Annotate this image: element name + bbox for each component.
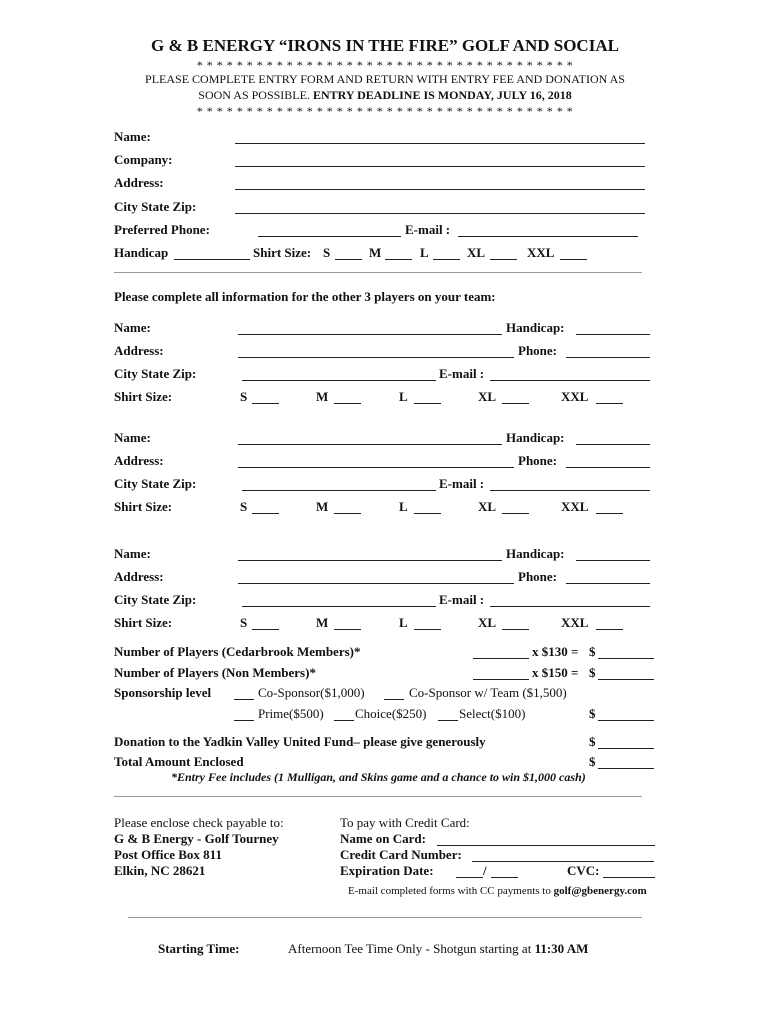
cedarbrook-price: x $130 = bbox=[532, 644, 579, 659]
size-xl-blank[interactable] bbox=[490, 259, 517, 260]
non-member-dollar: $ bbox=[589, 665, 596, 680]
player-2-size-s-blank[interactable] bbox=[252, 513, 279, 514]
team-heading: Please complete all information for the other 3 players on your team: bbox=[114, 289, 496, 304]
player-1-phone-field[interactable] bbox=[566, 357, 650, 358]
enclose-check-text: Please enclose check payable to: bbox=[114, 815, 284, 830]
size-xxl-blank[interactable] bbox=[560, 259, 587, 260]
player-3-size-m-label: M bbox=[316, 615, 329, 630]
sponsorship-amount-field[interactable] bbox=[598, 720, 654, 721]
player-2-size-m-label: M bbox=[316, 499, 329, 514]
expiration-label: Expiration Date: bbox=[340, 863, 434, 878]
cvc-field[interactable] bbox=[603, 877, 655, 878]
preferred-phone-label: Preferred Phone: bbox=[114, 222, 210, 237]
non-member-price: x $150 = bbox=[532, 665, 579, 680]
prime-checkbox[interactable] bbox=[234, 720, 254, 721]
preferred-phone-field[interactable] bbox=[258, 236, 401, 237]
company-field[interactable] bbox=[235, 166, 645, 167]
card-number-field[interactable] bbox=[472, 861, 654, 862]
player-3-handicap-field[interactable] bbox=[576, 560, 650, 561]
size-m-blank[interactable] bbox=[385, 259, 412, 260]
form-title: G & B ENERGY “IRONS IN THE FIRE” GOLF AND SOCIAL bbox=[151, 36, 619, 55]
handicap-field[interactable] bbox=[174, 259, 250, 260]
player-1-phone-label: Phone: bbox=[518, 343, 557, 358]
starting-time-text: Afternoon Tee Time Only - Shotgun starting at 11:30 AM bbox=[288, 941, 589, 956]
section-divider bbox=[114, 272, 642, 273]
player-1-size-s-label: S bbox=[240, 389, 248, 404]
entry-deadline: ENTRY DEADLINE IS MONDAY, JULY 16, 2018 bbox=[312, 88, 572, 102]
starting-time-label: Starting Time: bbox=[158, 941, 240, 956]
handicap-label: Handicap bbox=[114, 245, 169, 260]
player-3-address-label: Address: bbox=[114, 569, 164, 584]
cedarbrook-label: Number of Players (Cedarbrook Members)* bbox=[114, 644, 361, 659]
payee-city: Elkin, NC 28621 bbox=[114, 863, 206, 878]
instructions-line-2: SOON AS POSSIBLE. ENTRY DEADLINE IS MONDAY, JULY 16, 2018 bbox=[198, 88, 572, 102]
choice-option: Choice($250) bbox=[355, 706, 427, 721]
total-label: Total Amount Enclosed bbox=[114, 754, 244, 769]
choice-checkbox[interactable] bbox=[334, 720, 354, 721]
select-option: Select($100) bbox=[459, 706, 526, 721]
player-1-email-label: E-mail : bbox=[439, 366, 485, 381]
golf-email-address: golf@gbenergy.com bbox=[553, 885, 647, 897]
address-field[interactable] bbox=[235, 189, 645, 190]
address-label: Address: bbox=[114, 175, 164, 190]
player-2-handicap-field[interactable] bbox=[576, 444, 650, 445]
player-2-size-xl-label: XL bbox=[478, 499, 497, 514]
co-sponsor-team-checkbox[interactable] bbox=[384, 699, 404, 700]
player-1-name-label: Name: bbox=[114, 320, 151, 335]
email-field[interactable] bbox=[458, 236, 638, 237]
total-dollar: $ bbox=[589, 754, 596, 769]
player-3-address-field[interactable] bbox=[238, 583, 514, 584]
player-1-size-m-blank[interactable] bbox=[334, 403, 361, 404]
star-divider-bottom: * * * * * * * * * * * * * * * * * * * * * * * * * * * * * * * * * * * * * * bbox=[196, 104, 574, 118]
size-l-label: L bbox=[420, 245, 429, 260]
player-1-address-label: Address: bbox=[114, 343, 164, 358]
player-3-size-m-blank[interactable] bbox=[334, 629, 361, 630]
player-1-size-l-label: L bbox=[399, 389, 408, 404]
co-sponsor-team-option: Co-Sponsor w/ Team ($1,500) bbox=[409, 685, 567, 700]
player-1-city-state-zip-label: City State Zip: bbox=[114, 366, 197, 381]
email-label: E-mail : bbox=[405, 222, 451, 237]
sponsorship-dollar: $ bbox=[589, 706, 596, 721]
non-member-amount-field[interactable] bbox=[598, 679, 654, 680]
non-member-count-field[interactable] bbox=[473, 679, 529, 680]
donation-label: Donation to the Yadkin Valley United Fund– please give generously bbox=[114, 734, 486, 749]
email-cc-note: E-mail completed forms with CC payments to golf@gbenergy.com bbox=[348, 885, 647, 897]
player-2-city-state-zip-label: City State Zip: bbox=[114, 476, 197, 491]
player-2-address-label: Address: bbox=[114, 453, 164, 468]
expiration-slash: / bbox=[483, 863, 487, 878]
expiration-month-field[interactable] bbox=[456, 877, 483, 878]
player-1-shirt-size-label: Shirt Size: bbox=[114, 389, 173, 404]
size-xxl-label: XXL bbox=[527, 245, 555, 260]
player-1-size-xxl-label: XXL bbox=[561, 389, 589, 404]
city-state-zip-label: City State Zip: bbox=[114, 199, 197, 214]
footer-divider bbox=[128, 917, 642, 918]
player-2-size-xxl-blank[interactable] bbox=[596, 513, 623, 514]
player-1-size-xl-label: XL bbox=[478, 389, 497, 404]
player-3-size-l-label: L bbox=[399, 615, 408, 630]
payee-po-box: Post Office Box 811 bbox=[114, 847, 222, 862]
player-3-name-field[interactable] bbox=[238, 560, 502, 561]
player-2-email-field[interactable] bbox=[490, 490, 650, 491]
size-m-label: M bbox=[369, 245, 382, 260]
player-2-size-l-label: L bbox=[399, 499, 408, 514]
shirt-size-label: Shirt Size: bbox=[253, 245, 312, 260]
player-1-size-m-label: M bbox=[316, 389, 329, 404]
payee-name: G & B Energy - Golf Tourney bbox=[114, 831, 279, 846]
player-2-city-state-zip-field[interactable] bbox=[242, 490, 436, 491]
donation-dollar: $ bbox=[589, 734, 596, 749]
name-on-card-field[interactable] bbox=[437, 845, 655, 846]
cedarbrook-dollar: $ bbox=[589, 644, 596, 659]
player-2-phone-field[interactable] bbox=[566, 467, 650, 468]
player-2-size-l-blank[interactable] bbox=[414, 513, 441, 514]
player-3-city-state-zip-field[interactable] bbox=[242, 606, 436, 607]
name-label: Name: bbox=[114, 129, 151, 144]
prime-option: Prime($500) bbox=[258, 706, 324, 721]
credit-card-heading: To pay with Credit Card: bbox=[340, 815, 470, 830]
instructions-line-1: PLEASE COMPLETE ENTRY FORM AND RETURN WITH ENTRY FEE AND DONATION AS bbox=[145, 72, 625, 86]
entry-fee-note: *Entry Fee includes (1 Mulligan, and Skins game and a chance to win $1,000 cash) bbox=[171, 770, 586, 784]
player-3-size-xl-blank[interactable] bbox=[502, 629, 529, 630]
non-member-label: Number of Players (Non Members)* bbox=[114, 665, 316, 680]
player-3-size-xxl-blank[interactable] bbox=[596, 629, 623, 630]
select-checkbox[interactable] bbox=[438, 720, 458, 721]
total-amount-field[interactable] bbox=[598, 768, 654, 769]
co-sponsor-option: Co-Sponsor($1,000) bbox=[258, 685, 365, 700]
name-field[interactable] bbox=[235, 143, 645, 144]
player-3-size-s-blank[interactable] bbox=[252, 629, 279, 630]
starting-time-value: 11:30 AM bbox=[534, 941, 589, 956]
size-s-blank[interactable] bbox=[335, 259, 362, 260]
player-3-size-l-blank[interactable] bbox=[414, 629, 441, 630]
player-3-size-s-label: S bbox=[240, 615, 248, 630]
star-divider-top: * * * * * * * * * * * * * * * * * * * * * * * * * * * * * * * * * * * * * * bbox=[196, 58, 574, 72]
player-2-size-xxl-label: XXL bbox=[561, 499, 589, 514]
cedarbrook-count-field[interactable] bbox=[473, 658, 529, 659]
size-s-label: S bbox=[323, 245, 331, 260]
player-1-size-l-blank[interactable] bbox=[414, 403, 441, 404]
player-2-address-field[interactable] bbox=[238, 467, 514, 468]
player-1-size-xxl-blank[interactable] bbox=[596, 403, 623, 404]
player-3-size-xxl-label: XXL bbox=[561, 615, 589, 630]
sponsorship-label: Sponsorship level bbox=[114, 685, 212, 700]
city-state-zip-field[interactable] bbox=[235, 213, 645, 214]
player-2-phone-label: Phone: bbox=[518, 453, 557, 468]
player-1-handicap-field[interactable] bbox=[576, 334, 650, 335]
company-label: Company: bbox=[114, 152, 173, 167]
donation-amount-field[interactable] bbox=[598, 748, 654, 749]
player-2-size-m-blank[interactable] bbox=[334, 513, 361, 514]
player-3-email-field[interactable] bbox=[490, 606, 650, 607]
player-3-phone-field[interactable] bbox=[566, 583, 650, 584]
card-number-label: Credit Card Number: bbox=[340, 847, 462, 862]
player-2-email-label: E-mail : bbox=[439, 476, 485, 491]
player-3-handicap-label: Handicap: bbox=[506, 546, 565, 561]
player-1-address-field[interactable] bbox=[238, 357, 514, 358]
player-1-name-field[interactable] bbox=[238, 334, 502, 335]
player-3-size-xl-label: XL bbox=[478, 615, 497, 630]
player-2-size-xl-blank[interactable] bbox=[502, 513, 529, 514]
player-1-handicap-label: Handicap: bbox=[506, 320, 565, 335]
payment-divider bbox=[114, 796, 642, 797]
player-2-name-field[interactable] bbox=[238, 444, 502, 445]
expiration-year-field[interactable] bbox=[491, 877, 518, 878]
player-3-city-state-zip-label: City State Zip: bbox=[114, 592, 197, 607]
player-2-shirt-size-label: Shirt Size: bbox=[114, 499, 173, 514]
player-3-phone-label: Phone: bbox=[518, 569, 557, 584]
player-2-handicap-label: Handicap: bbox=[506, 430, 565, 445]
cvc-label: CVC: bbox=[567, 863, 600, 878]
player-1-size-s-blank[interactable] bbox=[252, 403, 279, 404]
player-3-shirt-size-label: Shirt Size: bbox=[114, 615, 173, 630]
player-2-size-s-label: S bbox=[240, 499, 248, 514]
cedarbrook-amount-field[interactable] bbox=[598, 658, 654, 659]
player-3-name-label: Name: bbox=[114, 546, 151, 561]
co-sponsor-checkbox[interactable] bbox=[234, 699, 254, 700]
player-1-size-xl-blank[interactable] bbox=[502, 403, 529, 404]
size-xl-label: XL bbox=[467, 245, 486, 260]
name-on-card-label: Name on Card: bbox=[340, 831, 426, 846]
player-2-name-label: Name: bbox=[114, 430, 151, 445]
player-1-email-field[interactable] bbox=[490, 380, 650, 381]
player-3-email-label: E-mail : bbox=[439, 592, 485, 607]
size-l-blank[interactable] bbox=[433, 259, 460, 260]
player-1-city-state-zip-field[interactable] bbox=[242, 380, 436, 381]
